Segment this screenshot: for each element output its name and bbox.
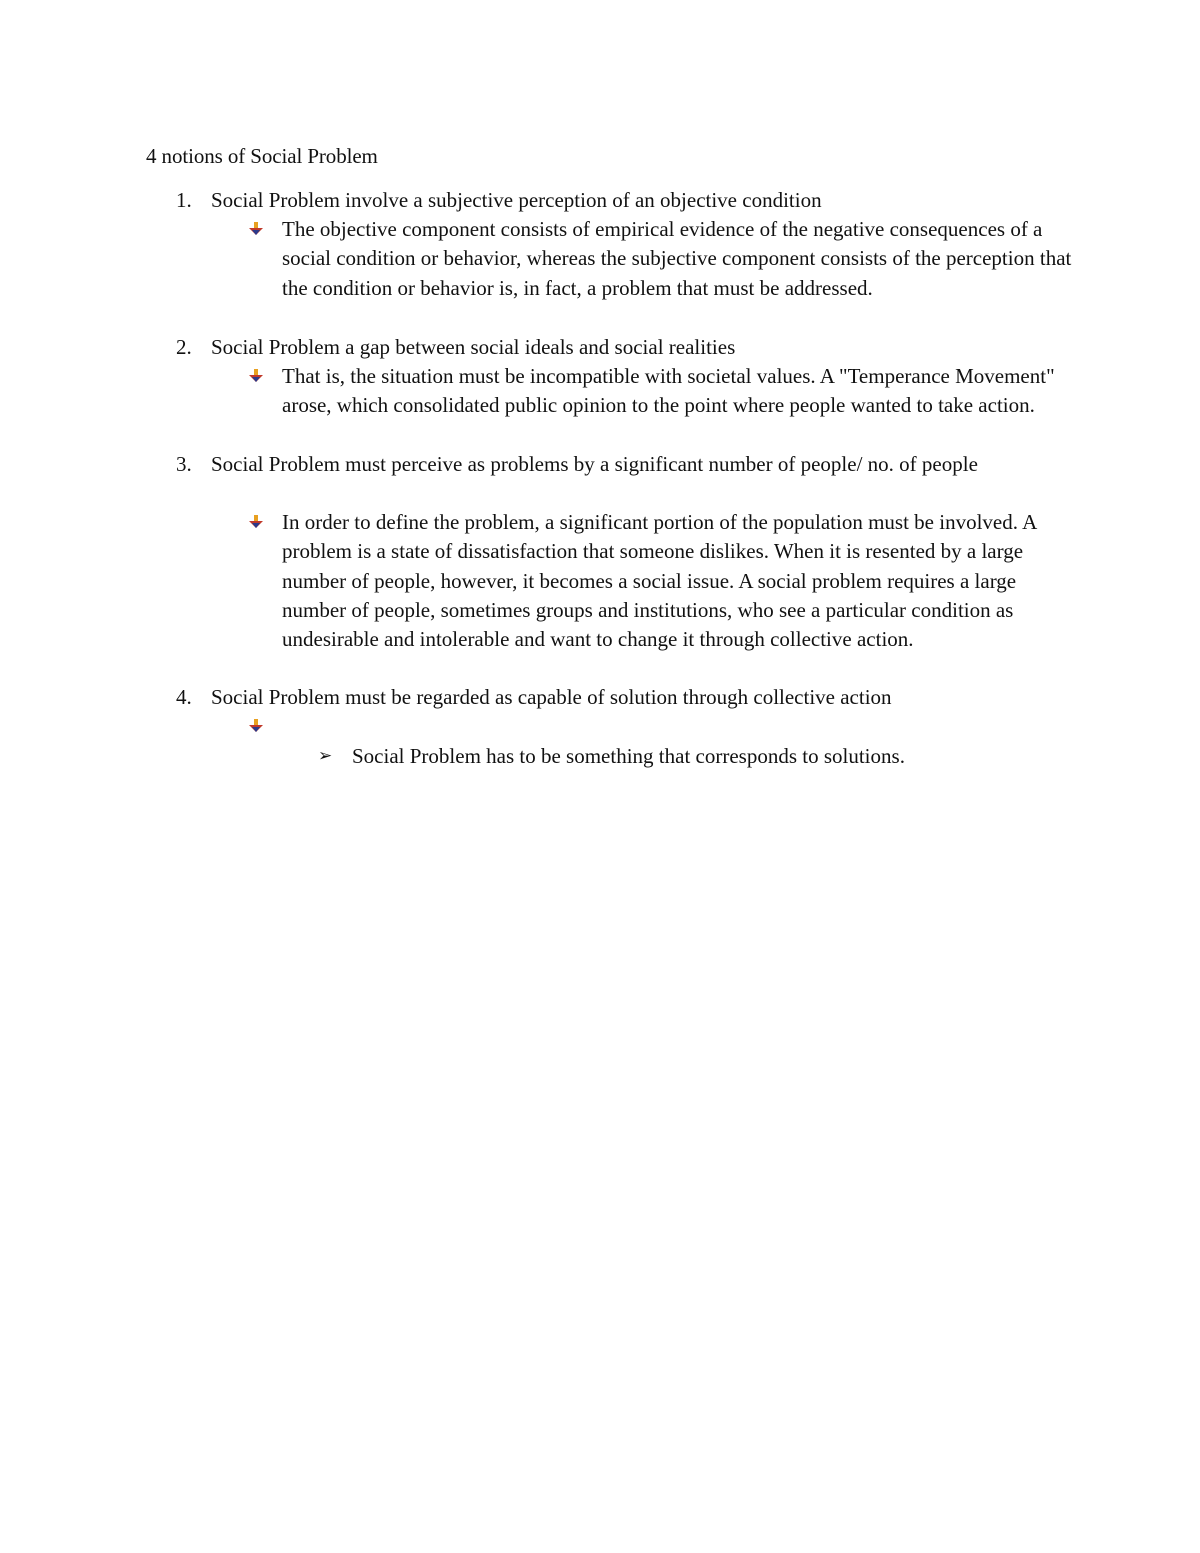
list-item-sub-bullet: Social Problem has to be something that corresponds to solutions.	[352, 744, 905, 768]
arrow-down-bullet-icon	[249, 719, 263, 733]
list-item-detail: The objective component consists of empirical evidence of the negative consequences of a social condition or behavior, whereas the subjective component consists of the perception that the condition or behavior is, in fact, a problem that must be addressed.	[282, 217, 1072, 300]
list-number: 2.	[176, 335, 192, 359]
list-number: 3.	[176, 452, 192, 476]
list-number: 4.	[176, 685, 192, 709]
arrow-down-bullet-icon	[249, 515, 263, 529]
arrowhead-bullet-icon: ➢	[318, 746, 333, 766]
list-item-text: Social Problem must perceive as problems by a significant number of people/ no. of people	[211, 452, 978, 476]
arrow-down-bullet-icon	[249, 369, 263, 383]
list-item-text: Social Problem a gap between social ideals and social realities	[211, 335, 736, 359]
list-number: 1.	[176, 188, 192, 212]
list-item-text: Social Problem involve a subjective perception of an objective condition	[211, 188, 822, 212]
list-item-detail: In order to define the problem, a significant portion of the population must be involved. A problem is a state of dissatisfaction that someone dislikes. When it is resented by a large number of people, however, it becomes a social issue. A social problem requires a large number of people, sometimes groups and institutions, who see a particular condition as undesirable and intolerable and want to change it through collective action.	[282, 510, 1037, 652]
list-item-detail: That is, the situation must be incompatible with societal values. A "Temperance Movement" arose, which consolidated public opinion to the point where people wanted to take action.	[282, 364, 1055, 418]
list-item-text: Social Problem must be regarded as capable of solution through collective action	[211, 685, 892, 709]
arrow-down-bullet-icon	[249, 222, 263, 236]
document-title: 4 notions of Social Problem	[146, 144, 378, 168]
